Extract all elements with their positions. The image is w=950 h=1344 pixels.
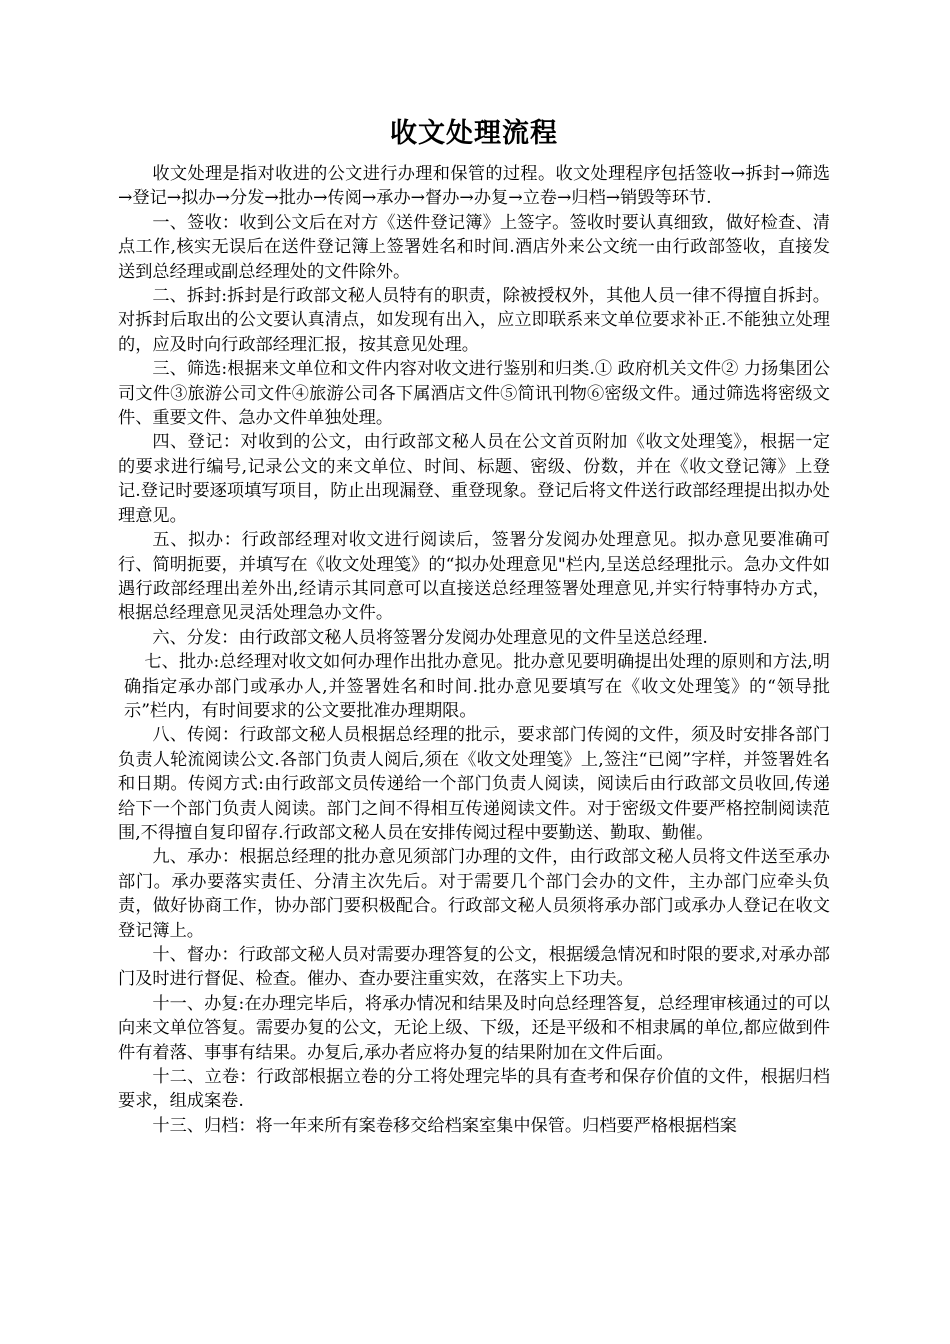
document-page [118, 114, 830, 1138]
section-filing-volume: 十二、立卷：行政部根据立卷的分工将处理完毕的具有查考和保存价值的文件，根据归档要求，组成案卷. [118, 1067, 830, 1112]
document-title: 收文处理流程 [390, 118, 558, 149]
section-supervision: 十、督办：行政部文秘人员对需要办理答复的公文，根据缓急情况和时限的要求,对承办部门及时进行督促、检查。催办、查办要注重实效，在落实上下功夫。 [118, 945, 830, 990]
section-archiving: 十三、归档：将一年来所有案卷移交给档案室集中保管。归档要严格根据档案 [152, 1115, 737, 1136]
section-open-envelope: 二、拆封:拆封是行政部文秘人员特有的职责，除被授权外，其他人员一律不得擅自拆封。对拆封后取出的公文要认真清点，如发现有出入，应立即联系来文单位要求补正.不能独立处理的，应及时向行政部经理汇报，按其意见处理。 [118, 286, 830, 355]
section-approval: 七、批办:总经理对收文如何办理作出批办意见。批办意见要明确提出处理的原则和方法,明确指定承办部门或承办人,并签署姓名和时间.批办意见要填写在《收文处理笺》的“领导批示”栏内，有时间要求的公文要批准办理期限。 [124, 652, 830, 721]
section-undertaking: 九、承办：根据总经理的批办意见须部门办理的文件，由行政部文秘人员将文件送至承办部门。承办要落实责任、分清主次先后。对于需要几个部门会办的文件，主办部门应牵头负责，做好协商工作，协办部门要积极配合。行政部文秘人员须将承办部门或承办人登记在收文登记簿上。 [118, 847, 830, 941]
section-reply: 十一、办复:在办理完毕后，将承办情况和结果及时向总经理答复，总经理审核通过的可以向来文单位答复。需要办复的公文，无论上级、下级，还是平级和不相隶属的单位,都应做到件件有着落、事事有结果。办复后,承办者应将办复的结果附加在文件后面。 [118, 993, 830, 1063]
section-draft-handling: 五、拟办：行政部经理对收文进行阅读后，签署分发阅办处理意见。拟办意见要准确可行、简明扼要，并填写在《收文处理笺》的“拟办处理意见"栏内,呈送总经理批示。急办文件如遇行政部经理出差外出,经请示其同意可以直接送总经理签署处理意见,并实行特事特办方式，根据总经理意见灵活处理急办文件。 [118, 530, 830, 624]
section-registration: 四、登记：对收到的公文，由行政部文秘人员在公文首页附加《收文处理笺》，根据一定的要求进行编号,记录公文的来文单位、时间、标题、密级、份数，并在《收文登记簿》上登记.登记时要逐项填写项目，防止出现漏登、重登现象。登记后将文件送行政部经理提出拟办处理意见。 [118, 432, 830, 526]
intro-paragraph: 收文处理是指对收进的公文进行办理和保管的过程。收文处理程序包括签收→拆封→筛选→登记→拟办→分发→批办→传阅→承办→督办→办复→立卷→归档→销毁等环节. [118, 164, 830, 209]
section-circulation: 八、传阅：行政部文秘人员根据总经理的批示，要求部门传阅的文件，须及时安排各部门负责人轮流阅读公文.各部门负责人阅后,须在《收文处理笺》上,签注“已阅”字样，并签署姓名和日期。传阅方式:由行政部文员传递给一个部门负责人阅读，阅读后由行政部文员收回,传递给下一个部门负责人阅读。部门之间不得相互传递阅读文件。对于密级文件要严格控制阅读范围,不得擅自复印留存.行政部文秘人员在安排传阅过程中要勤送、勤取、勤催。 [118, 725, 830, 843]
section-screening: 三、筛选:根据来文单位和文件内容对收文进行鉴别和归类.① 政府机关文件② 力扬集团公司文件③旅游公司文件④旅游公司各下属酒店文件⑤简讯刊物⑥密级文件。通过筛选将密级文件、重要文件、急办文件单独处理。 [118, 359, 830, 429]
section-distribution: 六、分发：由行政部文秘人员将签署分发阅办处理意见的文件呈送总经理. [152, 627, 708, 648]
section-sign-receipt: 一、签收：收到公文后在对方《送件登记簿》上签字。签收时要认真细致，做好检查、清点工作,核实无误后在送件登记簿上签署姓名和时间.酒店外来公文统一由行政部签收，直接发送到总经理或副总经理处的文件除外。 [118, 212, 830, 282]
